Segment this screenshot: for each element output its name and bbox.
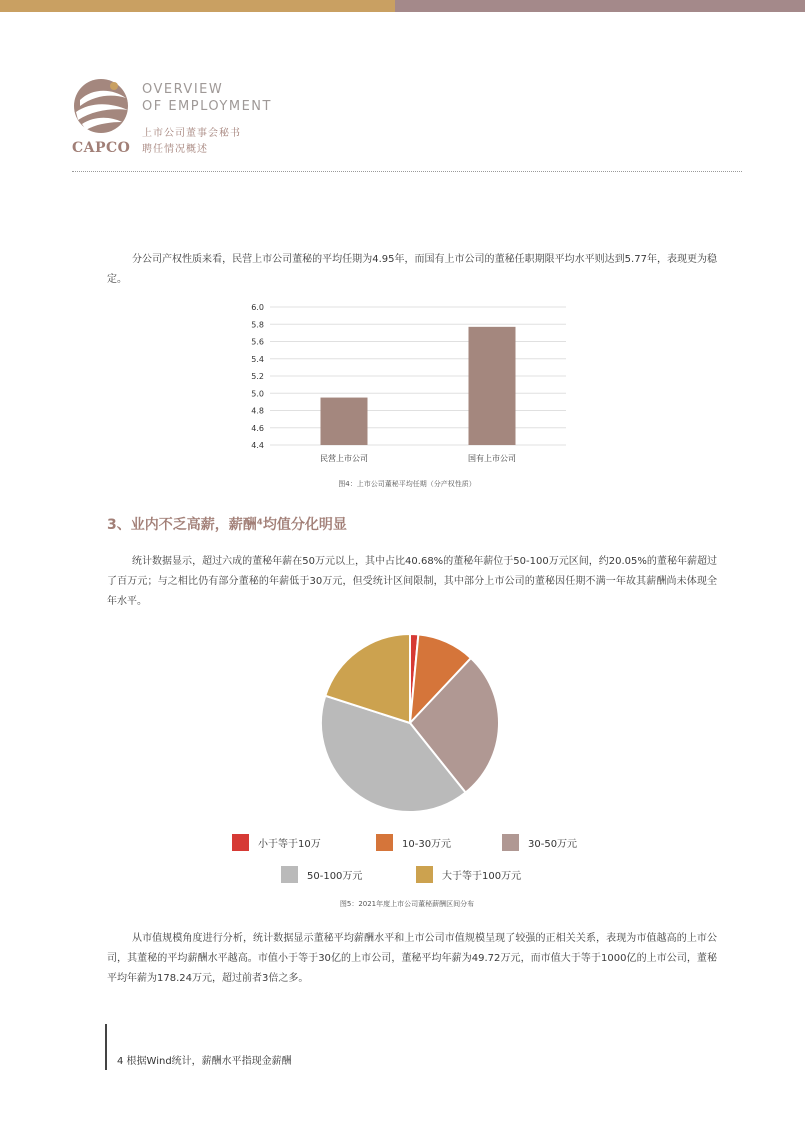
paragraph-tenure: 分公司产权性质来看，民营上市公司董秘的平均任期为4.95年，而国有上市公司的董秘任职期限平均水平则达到5.77年，表现更为稳定。 [107,254,717,285]
footnote-divider [105,1024,107,1070]
legend-swatch-ge100 [416,866,433,883]
legend-label-10-30: 10-30万元 [402,839,452,850]
y-tick-label: 6.0 [251,303,264,312]
tenure-bar-chart [240,298,570,470]
header-title-cn-line1: 上市公司董事会秘书 [142,128,241,139]
y-tick-label: 5.0 [251,389,264,399]
y-tick-label: 4.8 [251,406,264,416]
paragraph-salary: 统计数据显示，超过六成的董秘年薪在50万元以上，其中占比40.68%的董秘年薪位于50-100万元区间，约20.05%的董秘年薪超过了百万元；与之相比仍有部分董秘的年薪低于30万元，但受统计区间限制，其中部分上市公司的董秘因任期不满一年故其薪酬尚未体现全年水平。 [107,556,717,607]
header-title-en-line1: OVERVIEW [142,82,224,97]
legend-label-le10: 小于等于10万 [258,839,321,850]
y-tick-label: 5.4 [251,354,264,364]
y-tick-label: 4.4 [251,441,264,450]
header-title-cn-line2: 聘任情况概述 [142,144,208,155]
figure-4-caption: 图4：上市公司董秘平均任期（分产权性质） [338,480,476,488]
legend-item-50-100 [281,866,362,883]
y-tick-label: 5.2 [251,372,264,381]
bar [321,398,368,445]
salary-pie-chart [315,628,505,818]
paragraph-market-cap: 从市值规模角度进行分析，统计数据显示董秘平均薪酬水平和上市公司市值规模呈现了较强的正相关关系，表现为市值越高的上市公司，其董秘的平均薪酬水平越高。市值小于等于30亿的上市公司，董秘平均年薪为49.72万元，而市值大于等于1000亿的上市公司，董秘平均年薪为178.24万元，超过前者3倍之多。 [107,933,717,984]
legend-item-30-50 [502,834,577,851]
header-title-en-line2: OF EMPLOYMENT [142,99,272,114]
section-title: 3、业内不乏高薪，薪酬⁴均值分化明显 [107,517,347,533]
top-bar-mauve [395,0,805,12]
legend-swatch-30-50 [502,834,519,851]
footnote: 4 根据Wind统计，薪酬水平指现金薪酬 [117,1056,292,1067]
header-divider [72,171,742,172]
x-tick-label: 国有上市公司 [468,454,516,463]
legend-swatch-le10 [232,834,249,851]
legend-item-le10 [232,834,321,851]
legend-item-10-30 [376,834,451,851]
legend-item-ge100 [416,866,521,883]
y-tick-label: 5.8 [251,320,264,330]
legend-label-50-100: 50-100万元 [307,871,363,882]
legend-swatch-50-100 [281,866,298,883]
legend-swatch-10-30 [376,834,393,851]
top-bar-gold [0,0,395,12]
legend-label-ge100: 大于等于100万元 [442,871,522,882]
x-tick-label: 民营上市公司 [320,454,368,463]
bar [469,327,516,445]
figure-5-caption: 图5：2021年度上市公司董秘薪酬区间分布 [339,900,475,908]
logo-text: CAPCO [72,140,131,156]
legend-label-30-50: 30-50万元 [528,839,578,850]
y-tick-label: 5.6 [251,337,264,347]
y-tick-label: 4.6 [251,423,264,433]
